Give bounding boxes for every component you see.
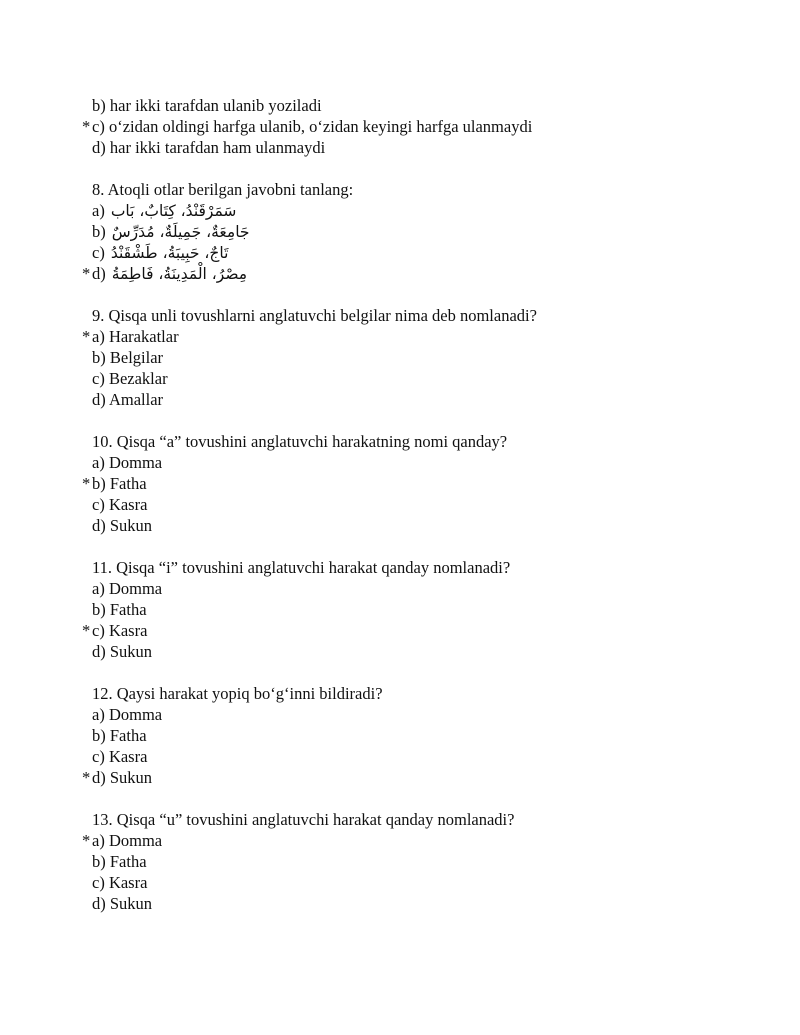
line-text — [92, 557, 510, 578]
arabic-option-text: تَاجٌ، حَبِيبَةُ، طَشْقَنْدُ — [110, 244, 229, 262]
line-label: b) Fatha — [92, 600, 147, 619]
line-label: a) Harakatlar — [92, 327, 179, 346]
line-text — [92, 599, 147, 620]
correct-answer-marker: * — [82, 621, 91, 640]
line-text — [92, 137, 325, 158]
line-text — [92, 809, 514, 830]
correct-answer-marker: * — [82, 117, 91, 136]
line-text — [92, 725, 147, 746]
line-text — [92, 431, 507, 452]
line-label: a) Domma — [92, 705, 163, 724]
line-label: d) Amallar — [92, 390, 164, 409]
line-text — [92, 767, 152, 788]
line-label: d) har ikki tarafdan ham ulanmaydi — [92, 138, 326, 157]
line-label: b) Belgilar — [92, 348, 164, 367]
correct-answer-marker: * — [82, 264, 91, 283]
line-text — [92, 830, 162, 851]
line-label: b) Fatha — [92, 852, 147, 871]
line-text — [92, 746, 147, 767]
line-text — [92, 473, 147, 494]
line-label: 13. Qisqa “u” tovushini anglatuvchi harakat qanday nomlanadi? — [92, 810, 515, 829]
line-label: c) o‘zidan oldingi harfga ulanib, o‘zidan keyingi harfga ulanmaydi — [92, 117, 533, 136]
line-text — [92, 242, 228, 264]
line-label: 9. Qisqa unli tovushlarni anglatuvchi belgilar nima deb nomlanadi? — [92, 306, 537, 325]
line-label: c) Kasra — [92, 495, 148, 514]
line-text — [92, 683, 383, 704]
line-label: 10. Qisqa “a” tovushini anglatuvchi harakatning nomi qanday? — [92, 432, 508, 451]
line-label: c) Kasra — [92, 873, 148, 892]
line-text — [92, 641, 152, 662]
line-label: d) Sukun — [92, 642, 153, 661]
line-label: d) Sukun — [92, 516, 153, 535]
line-label: c) Bezaklar — [92, 369, 168, 388]
line-label: c) Kasra — [92, 621, 148, 640]
correct-answer-marker: * — [82, 327, 91, 346]
line-label: b) Fatha — [92, 474, 147, 493]
line-label: a) Domma — [92, 453, 163, 472]
line-text — [92, 305, 537, 326]
arabic-option-text: سَمَرْقَنْدُ، كِتَابٌ، بَاب — [110, 202, 237, 220]
line-text — [92, 872, 147, 893]
correct-answer-marker: * — [82, 768, 91, 787]
line-text — [92, 368, 168, 389]
line-text — [92, 221, 250, 243]
line-text — [92, 578, 162, 599]
line-text — [92, 200, 236, 222]
line-text — [92, 704, 162, 725]
line-label: d) Sukun — [92, 768, 153, 787]
line-text — [92, 515, 152, 536]
line-text — [92, 116, 532, 137]
line-label: b) — [92, 222, 106, 241]
line-label: 8. Atoqli otlar berilgan javobni tanlang: — [92, 180, 354, 199]
line-label: c) Kasra — [92, 747, 148, 766]
line-label: a) Domma — [92, 831, 163, 850]
line-label: 11. Qisqa “i” tovushini anglatuvchi harakat qanday nomlanadi? — [92, 558, 511, 577]
line-text — [92, 494, 147, 515]
arabic-option-text: جَامِعَةٌ، جَمِيلَةٌ، مُدَرِّسٌ — [111, 223, 250, 241]
line-text — [92, 179, 353, 200]
line-text — [92, 263, 247, 285]
line-label: a) Domma — [92, 579, 163, 598]
line-text — [92, 452, 162, 473]
line-label: b) har ikki tarafdan ulanib yoziladi — [92, 96, 322, 115]
correct-answer-marker: * — [82, 474, 91, 493]
line-text — [92, 389, 163, 410]
line-label: d) Sukun — [92, 894, 153, 913]
line-label: 12. Qaysi harakat yopiq bo‘g‘inni bildiradi? — [92, 684, 383, 703]
line-label: c) — [92, 243, 105, 262]
line-text — [92, 326, 179, 347]
line-text — [92, 851, 147, 872]
correct-answer-marker: * — [82, 831, 91, 850]
line-label: a) — [92, 201, 105, 220]
line-text — [92, 620, 147, 641]
line-text — [92, 893, 152, 914]
arabic-option-text: مِصْرُ، الْمَدِينَةُ، فَاطِمَةُ — [111, 265, 248, 283]
line-text — [92, 347, 163, 368]
line-label: d) — [92, 264, 106, 283]
line-label: b) Fatha — [92, 726, 147, 745]
line-text — [92, 95, 322, 116]
